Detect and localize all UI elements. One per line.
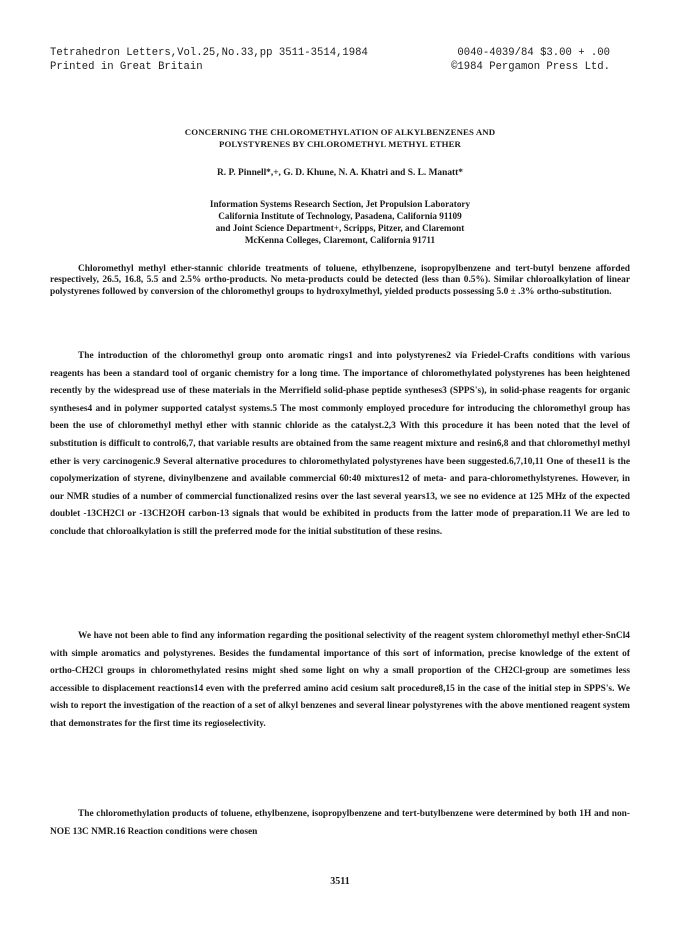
affiliation-line: McKenna Colleges, Claremont, California 91711 bbox=[244, 235, 436, 245]
author-list: R. P. Pinnell*,+, G. D. Khune, N. A. Khatri and S. L. Manatt* bbox=[217, 168, 463, 178]
page-number: 3511 bbox=[330, 876, 350, 887]
paragraph-text: We have not been able to find any information regarding the positional selectivity of the reagent system chloromethyl methyl ether-SnCl4 with simple aromatics and polystyrenes. Besides the fundamental importance of this sort of information, precise knowledge of the extent of ortho-CH2Cl groups in chloromethylated resins might shed some light on why a small proportion of the CH2Cl-group are sometimes less accessible to displacement reactions14 even with the preferred amino acid cesium salt procedure8,15 in the case of the initial step in SPPS's. We wish to report the investigation of the reaction of a set of alkyl benzenes and several linear polystyrenes with the above mentioned reagent system that demonstrates for the first time its regioselectivity. bbox=[50, 631, 630, 729]
copyright: ©1984 Pergamon Press Ltd. bbox=[451, 61, 610, 73]
journal-citation: Tetrahedron Letters,Vol.25,No.33,pp 3511-3514,1984 bbox=[50, 47, 368, 59]
abstract-text: Chloromethyl methyl ether-stannic chloride treatments of toluene, ethylbenzene, isopropylbenzene and tert-butyl benzene afforded respectively, 26.5, 16.8, 5.5 and 2.5% ortho-products. No meta-products could be detected (less than 0.5%). Similar chloroalkylation of linear polystyrenes followed by conversion of the chloromethyl groups to hydroxylmethyl, yielded products possessing 5.0 ± .3% ortho-substitution. bbox=[50, 264, 630, 297]
journal-header bbox=[50, 46, 610, 74]
abstract bbox=[50, 264, 630, 298]
issn-price: 0040-4039/84 $3.00 + .00 bbox=[457, 47, 610, 59]
paragraph-text: The chloromethylation products of toluene, ethylbenzene, isopropylbenzene and tert-butylbenzene were determined by both 1H and non-NOE 13C NMR.16 Reaction conditions were chosen bbox=[50, 809, 630, 837]
affiliation bbox=[0, 198, 680, 246]
title-line-2: POLYSTYRENES BY CHLOROMETHYL METHYL ETHER bbox=[219, 138, 461, 149]
body-paragraph-3 bbox=[50, 806, 630, 841]
printed-in: Printed in Great Britain bbox=[50, 61, 203, 73]
affiliation-line: Information Systems Research Section, Jet Propulsion Laboratory bbox=[209, 199, 471, 209]
article-title bbox=[0, 127, 680, 150]
affiliation-line: and Joint Science Department+, Scripps, Pitzer, and Claremont bbox=[215, 223, 465, 233]
body-paragraph-2 bbox=[50, 628, 630, 734]
paragraph-text: The introduction of the chloromethyl group onto aromatic rings1 and into polystyrenes2 via Friedel-Crafts conditions with various reagents has been a standard tool of organic chemistry for a long time. The importance of chloromethylated polystyrenes has been heightened recently by the widespread use of these materials in the Merrifield solid-phase peptide syntheses3 (SPPS's), in solid-phase reagents for organic syntheses4 and in polymer supported catalyst systems.5 The most commonly employed procedure for introducing the chloromethyl group has been the use of chloromethyl methyl ether with stannic chloride as the catalyst.2,3 With this procedure it has been noted that the level of substitution is difficult to control6,7, that variable results are obtained from the same reagent mixture and resin6,8 and that chloromethyl methyl ether is very carcinogenic.9 Several alternative procedures to chloromethylated polystyrenes have been suggested.6,7,10,11 One of these11 is the copolymerization of styrene, divinylbenzene and available commercial 60:40 mixtures12 of meta- and para-chloromethylstyrenes. However, in our NMR studies of a number of commercial functionalized resins over the last several years13, we see no evidence at 125 MHz of the expected doublet -13CH2Cl or -13CH2OH carbon-13 signals that would be exhibited in products from the latter mode of preparation.11 We are led to conclude that chloroalkylation is still the preferred mode for the initial substitution of these resins. bbox=[50, 351, 630, 537]
affiliation-line: California Institute of Technology, Pasadena, California 91109 bbox=[218, 211, 462, 221]
title-line-1: CONCERNING THE CHLOROMETHYLATION OF ALKYLBENZENES AND bbox=[184, 127, 496, 137]
body-paragraph-1 bbox=[50, 348, 630, 542]
